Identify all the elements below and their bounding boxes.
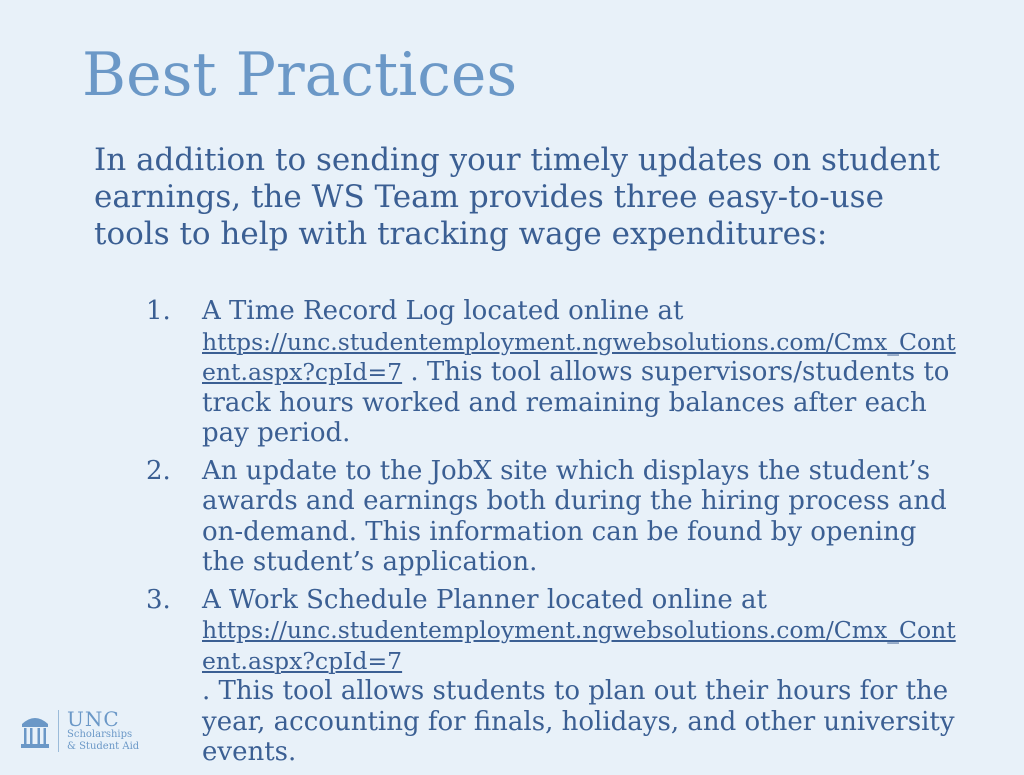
- list-number: 2.: [146, 455, 171, 486]
- work-schedule-planner-link[interactable]: https://unc.studentemployment.ngwebsolutions.com/Cmx_Content.aspx?cpId=7: [202, 616, 956, 675]
- slide-title: Best Practices: [82, 40, 518, 110]
- item-text-before-link: A Work Schedule Planner located online at: [202, 584, 767, 615]
- list-number: 1.: [146, 296, 171, 326]
- item-text-after-link: . This tool allows supervisors/students to track hours worked and remaining balances after each pay period.: [202, 357, 950, 448]
- old-well-icon: [20, 712, 50, 750]
- time-record-log-link[interactable]: https://unc.studentemployment.ngwebsolutions.com/Cmx_Content.aspx?cpId=7: [202, 327, 956, 386]
- item-text-after-link: . This tool allows students to plan out their hours for the year, accounting for finals, holidays, and other university events.: [202, 676, 955, 767]
- logo-line2: & Student Aid: [67, 741, 140, 752]
- list-item: [146, 585, 966, 768]
- logo-divider: [58, 710, 59, 752]
- unc-logo: [20, 708, 139, 754]
- logo-line1: Scholarships: [67, 729, 133, 740]
- logo-name: UNC: [67, 707, 120, 731]
- list-item: [146, 456, 966, 578]
- tools-list: [146, 296, 966, 775]
- logo-text: [67, 709, 139, 753]
- item-text: An update to the JobX site which displays the student’s awards and earnings both during the hiring process and on-demand. This information can be found by opening the student’s application.: [202, 455, 947, 577]
- item-text-before-link: A Time Record Log located online at: [202, 296, 684, 326]
- list-number: 3.: [146, 584, 171, 615]
- intro-paragraph: In addition to sending your timely updates on student earnings, the WS Team provides three easy-to-use tools to help with tracking wage expenditures:: [94, 142, 940, 252]
- list-item: [146, 296, 966, 449]
